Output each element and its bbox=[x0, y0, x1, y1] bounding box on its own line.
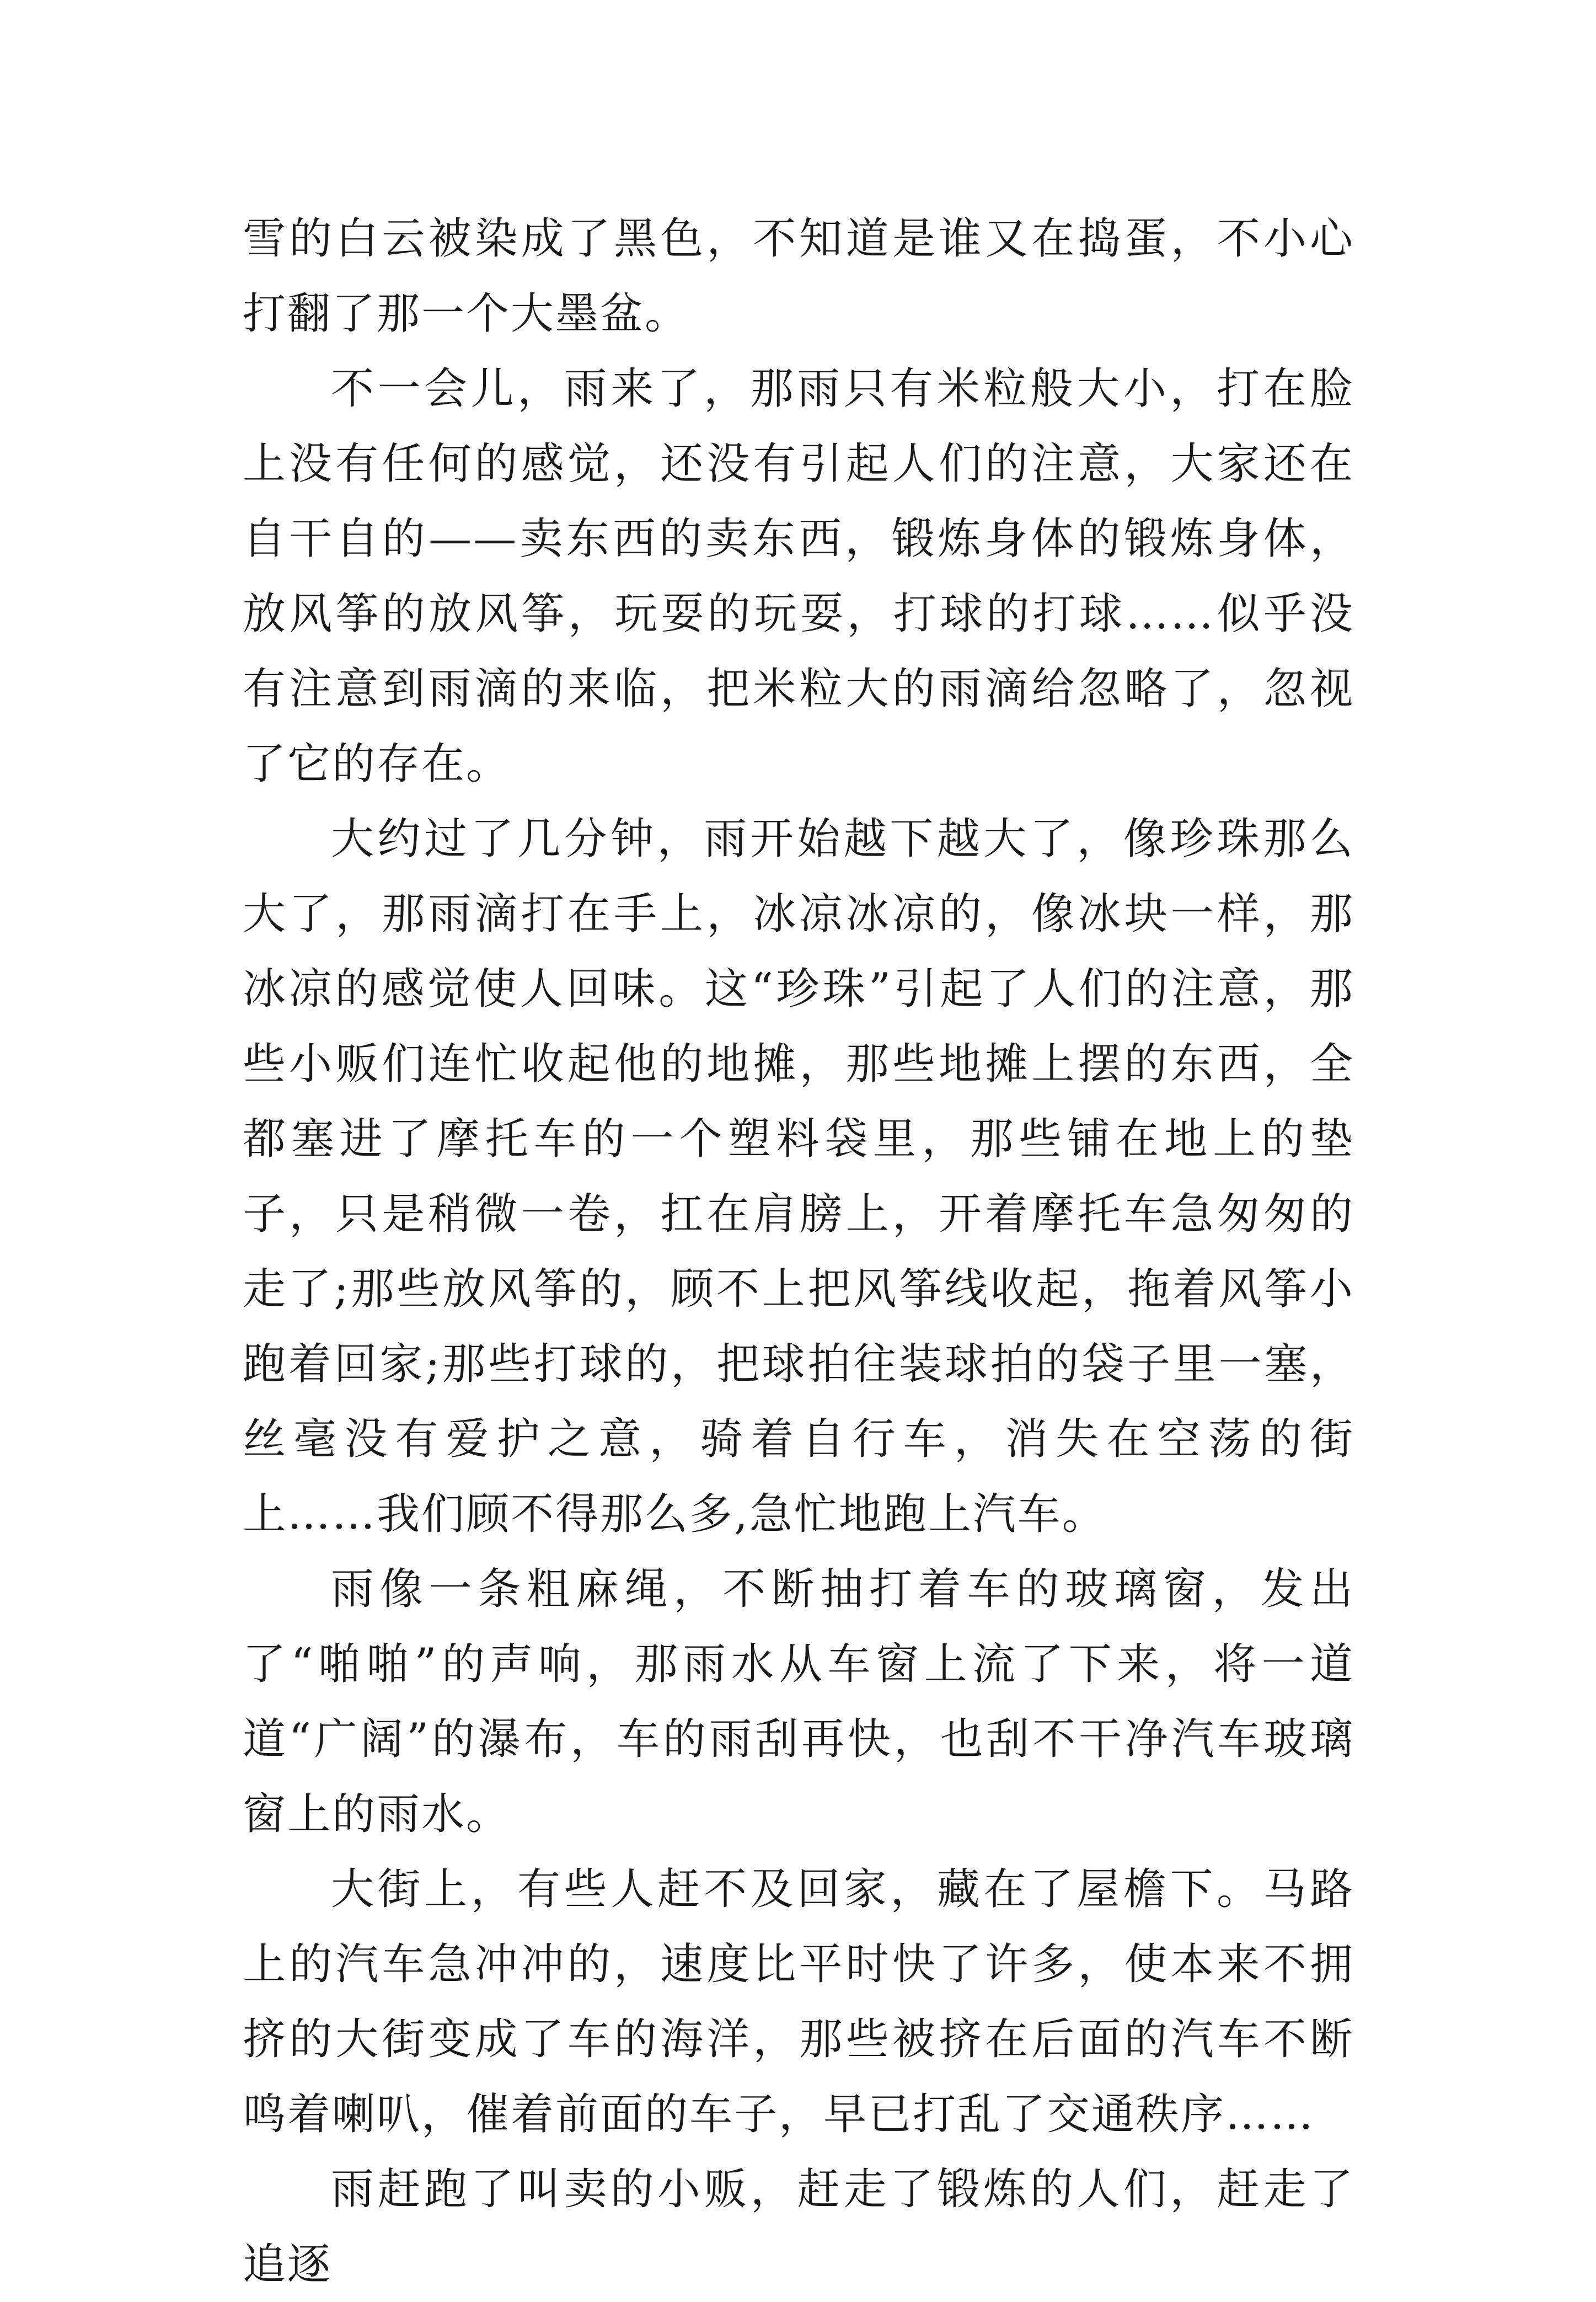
paragraph-6: 雨赶跑了叫卖的小贩，赶走了锻炼的人们，赶走了追逐 bbox=[243, 2165, 1354, 2289]
paragraph-3: 大约过了几分钟，雨开始越下越大了，像珍珠那么大了，那雨滴打在手上，冰凉冰凉的，像冰块一样，那冰凉的感觉使人回味。这“珍珠”引起了人们的注意，那些小贩们连忙收起他的地摊，那些地摊上摆的东西，全都塞进了摩托车的一个塑料袋里，那些铺在地上的垫子，只是稍微一卷，扛在肩膀上，开着摩托车急匆匆的走了;那些放风筝的，顾不上把风筝线收起，拖着风筝小跑着回家;那些打球的，把球拍往装球拍的袋子里一塞，丝毫没有爱护之意，骑着自行车，消失在空荡的街上……我们顾不得那么多,急忙地跑上汽车。 bbox=[243, 814, 1354, 1539]
paragraph-2: 不一会儿，雨来了，那雨只有米粒般大小，打在脸上没有任何的感觉，还没有引起人们的注意，大家还在自干自的——卖东西的卖东西，锻炼身体的锻炼身体，放风筝的放风筝，玩耍的玩耍，打球的打球……似乎没有注意到雨滴的来临，把米粒大的雨滴给忽略了，忽视了它的存在。 bbox=[243, 364, 1354, 789]
paragraph-4: 雨像一条粗麻绳，不断抽打着车的玻璃窗，发出了“啪啪”的声响，那雨水从车窗上流了下来，将一道道“广阔”的瀑布，车的雨刮再快，也刮不干净汽车玻璃窗上的雨水。 bbox=[243, 1564, 1354, 1839]
paragraph-1: 雪的白云被染成了黑色，不知道是谁又在捣蛋，不小心打翻了那一个大墨盆。 bbox=[243, 214, 1354, 339]
paragraph-5: 大街上，有些人赶不及回家，藏在了屋檐下。马路上的汽车急冲冲的，速度比平时快了许多，使本来不拥挤的大街变成了车的海洋，那些被挤在后面的汽车不断鸣着喇叭，催着前面的车子，早已打乱了交通秩序…… bbox=[243, 1865, 1354, 2139]
body-text bbox=[243, 201, 1354, 2302]
